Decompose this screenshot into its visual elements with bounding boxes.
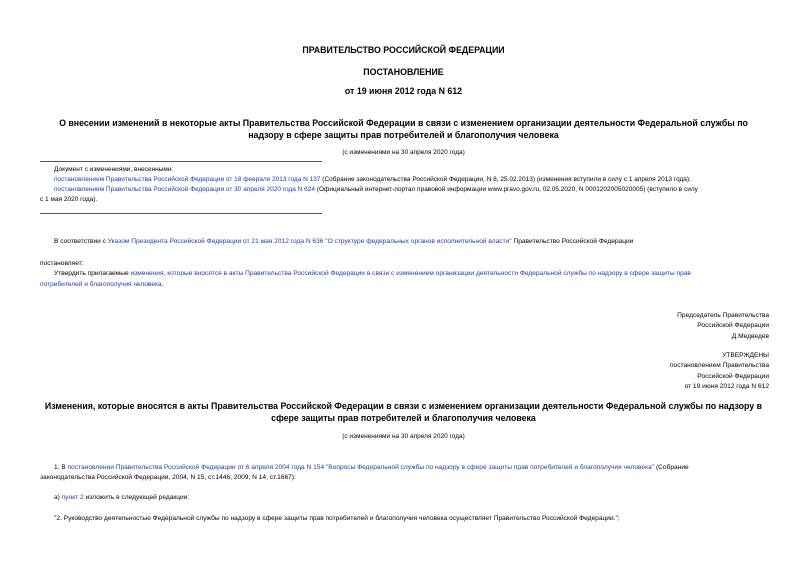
annex-revision-note: (с изменениями на 30 апреля 2020 года) (342, 433, 465, 440)
changes-link[interactable]: изменения, которые вносятся в акты Правительства Российской Федерации в связи с изменением организации деятельности Федеральной службы по надзору в сфере защиты прав (130, 270, 691, 277)
signature-name: Д.Медведев (731, 332, 769, 340)
resolution-154-link[interactable]: постановлении Правительства Российской Федерации от 6 апреля 2004 года N 154 "Вопросы Федеральной службы по надзору в сфере защиты прав потребителей и благополучия человека" (67, 464, 655, 471)
signature-title: Председатель Правительства (677, 312, 769, 319)
changes-link-cont[interactable]: потребителей и благополучия человека (40, 280, 162, 288)
document-type: ПОСТАНОВЛЕНИЕ (363, 67, 444, 77)
annex-title-line2: сфере защиты прав потребителей и благополучия человека (271, 413, 536, 423)
change-item-1-text: (Собрание законодательства Российской Федерации, N 8, 25.02.2013) (изменения вступили в силу с 1 апреля 2013 года); (320, 176, 691, 183)
paragraph-basis (54, 237, 794, 248)
document-date-number: от 19 июня 2012 года N 612 (344, 86, 463, 96)
approval-line-4: от 19 июня 2012 года N 612 (684, 383, 769, 391)
change-item-2 (54, 185, 774, 195)
changes-box (54, 165, 774, 195)
approve-suffix: . (161, 280, 164, 288)
approval-line-2: постановлением Правительства (669, 362, 769, 370)
annex-item-1-cont: законодательства Российской Федерации, 2004, N 15, ст.1446; 2009, N 14, ст.1667): (40, 474, 296, 481)
annex-item-1 (54, 463, 794, 474)
annex-item-1-prefix: 1. В (54, 464, 68, 471)
divider-bottom (40, 213, 322, 214)
divider-top (40, 161, 322, 162)
changes-intro: Документ с изменениями, внесенными: (54, 166, 174, 173)
approval-block (670, 351, 769, 393)
government-heading: ПРАВИТЕЛЬСТВО РОССИЙСКОЙ ФЕДЕРАЦИИ (302, 45, 505, 55)
subitem-a-prefix: а) (54, 494, 62, 501)
annex-item-1-text: (Собрание (654, 464, 689, 471)
change-link-2[interactable]: постановлением Правительства Российской Федерации от 30 апреля 2020 года N 624 (54, 186, 315, 193)
revision-note: (с изменениями на 30 апреля 2020 года) (342, 149, 465, 156)
document-title (0, 117, 807, 141)
approve-prefix: Утвердить прилагаемые (54, 270, 131, 277)
signature-block (677, 311, 769, 342)
change-link-1[interactable]: постановлением Правительства Российской Федерации от 18 февраля 2013 года N 137 (54, 176, 321, 183)
document-title-line2: надзору в сфере защиты прав потребителей и благополучия человека (248, 130, 559, 140)
annex-title (0, 400, 807, 424)
annex-quote: "2. Руководство деятельностью Федеральной службы по надзору в сфере защиты прав потребителей и благополучия человека осуществляет Правительство Российской Федерации."; (54, 515, 620, 522)
change-item-2-cont: с 1 мая 2020 года). (40, 196, 98, 203)
approval-line-1: УТВЕРЖДЕНЫ (722, 352, 769, 359)
basis-suffix: Правительство Российской Федерации (511, 238, 634, 245)
change-item-1 (54, 175, 774, 185)
document-title-line1: О внесении изменений в некоторые акты Правительства Российской Федерации в связи с изменением организации деятельности Федеральной службы по (59, 118, 748, 128)
signature-org: Российской Федерации (697, 322, 769, 330)
change-item-2-text: (Официальный интернет-портал правовой информации www.pravo.gov.ru, 02.05.2020, N 0001202005020005) (вступило в силу (315, 186, 698, 193)
subitem-a-text: изложить в следующей редакции: (83, 494, 190, 501)
paragraph-approve (40, 269, 775, 290)
point-2-link[interactable]: пункт 2 (61, 494, 84, 501)
paragraph-resolves: постановляет: (40, 260, 84, 267)
basis-prefix: В соответствии с (54, 238, 108, 245)
annex-subitem-a (54, 493, 189, 504)
approval-line-3: Российской Федерации (697, 372, 769, 380)
annex-title-line1: Изменения, которые вносятся в акты Правительства Российской Федерации в связи с изменением организации деятельности Федеральной службы по надзору в (44, 401, 763, 411)
decree-link[interactable]: Указом Президента Российской Федерации от 21 мая 2012 года N 636 "О структуре федеральных органов исполнительной власти" (107, 238, 512, 245)
